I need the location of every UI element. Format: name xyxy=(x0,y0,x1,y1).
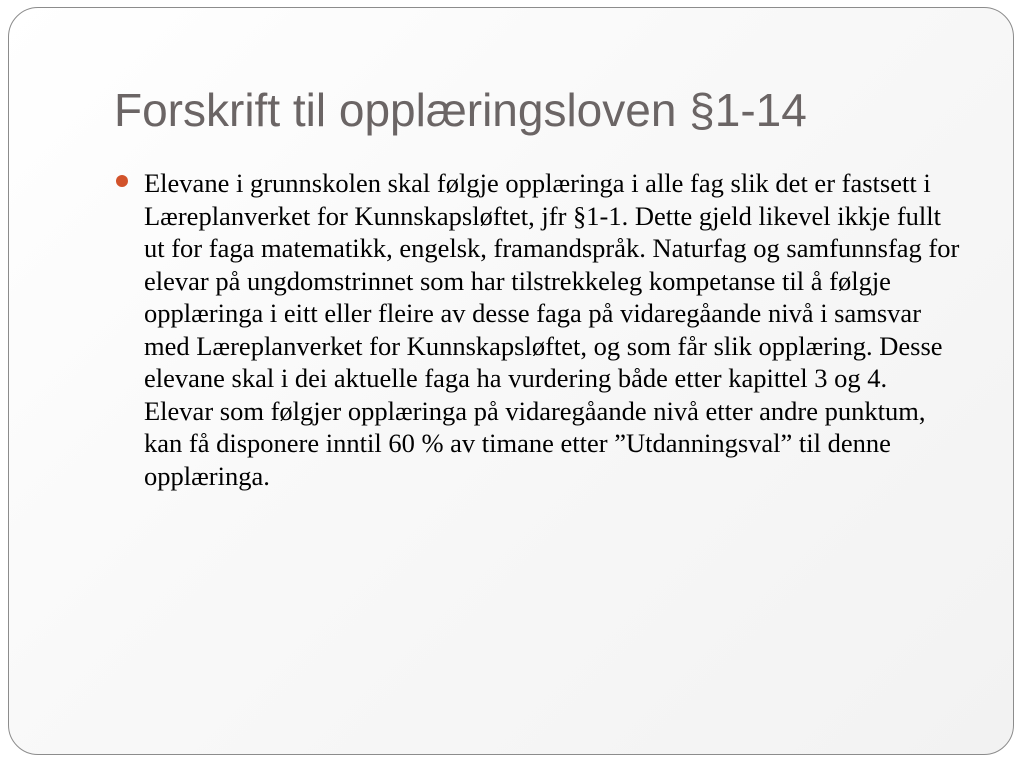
bullet-text: Elevane i grunnskolen skal følgje opplæringa i alle fag slik det er fastsett i Læreplanverket for Kunnskapsløftet, jfr §1-1. Dette gjeld likevel ikkje fullt ut for faga matematikk, engelsk, framandspråk. Naturfag og samfunnsfag for elevar på ungdomstrinnet som har tilstrekkeleg kompetanse til å følgje opplæringa i eitt eller fleire av desse faga på vidaregåande nivå i samsvar med Læreplanverket for Kunnskapsløftet, og som får slik opplæring. Desse elevane skal i dei aktuelle faga ha vurdering både etter kapittel 3 og 4. Elevar som følgjer opplæringa på vidaregåande nivå etter andre punktum, kan få disponere inntil 60 % av timane etter ”Utdanningsval” til denne opplæringa. xyxy=(144,168,960,491)
bullet-dot-icon xyxy=(116,175,128,187)
slide-content xyxy=(112,167,962,492)
slide-title: Forskrift til opplæringsloven §1-14 xyxy=(114,84,807,136)
bullet-item xyxy=(112,167,962,492)
